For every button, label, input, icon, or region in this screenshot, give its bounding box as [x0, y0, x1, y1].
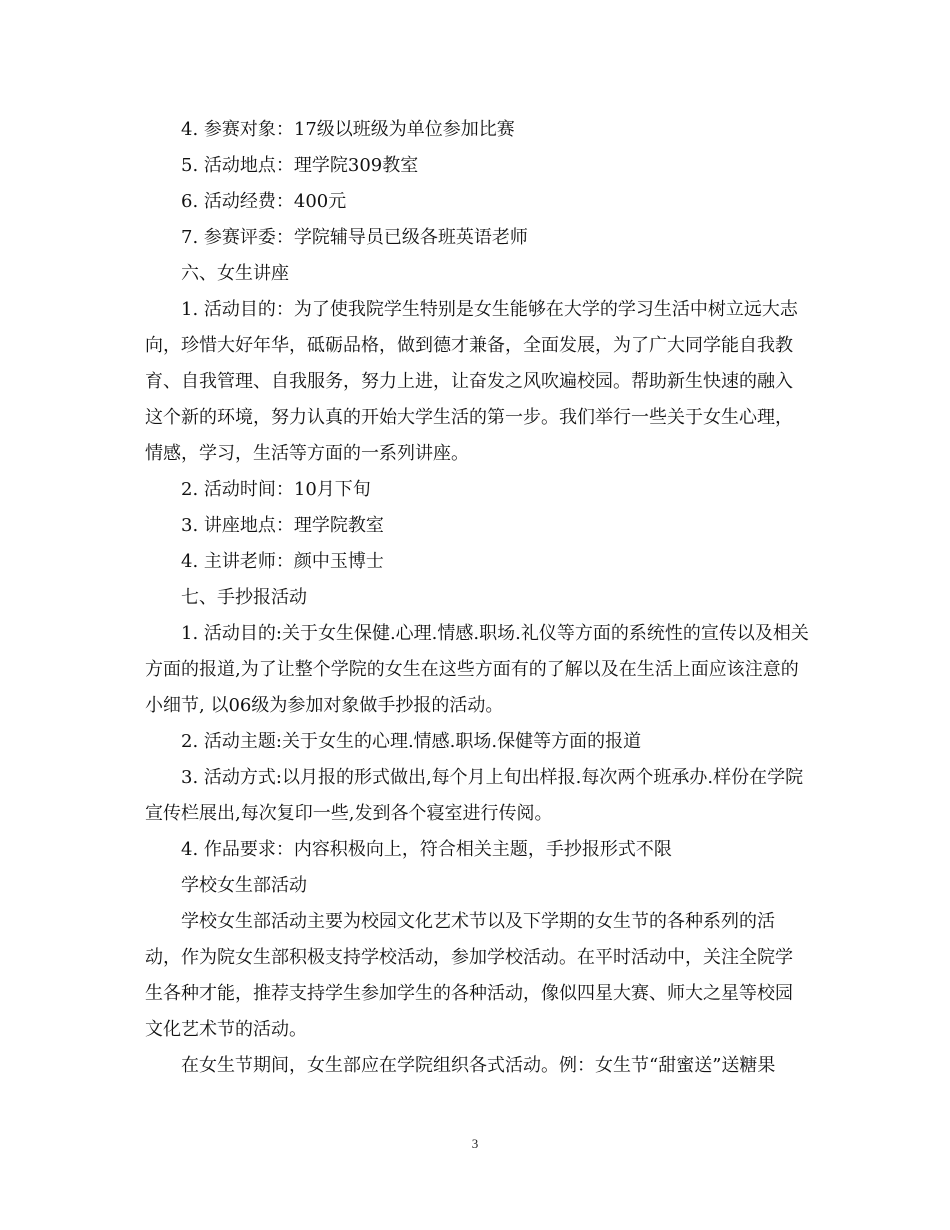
paragraph: 7. 参赛评委：学院辅导员已级各班英语老师: [181, 227, 528, 248]
page-number: 3: [471, 1136, 479, 1151]
paragraph: 4. 主讲老师：颜中玉博士: [181, 551, 384, 572]
paragraph: 2. 活动主题:关于女生的心理.情感.职场.保健等方面的报道: [181, 731, 642, 752]
paragraph: 4. 作品要求：内容积极向上，符合相关主题，手抄报形式不限: [181, 839, 672, 860]
section-heading: 六、女生讲座: [181, 263, 289, 284]
paragraph: 6. 活动经费：400元: [181, 191, 347, 212]
paragraph: 5. 活动地点：理学院309教室: [181, 155, 419, 176]
section-heading: 七、手抄报活动: [181, 587, 307, 608]
paragraph: 2. 活动时间：10月下旬: [181, 479, 371, 500]
paragraph: 1. 活动目的:关于女生保健.心理.情感.职场.礼仪等方面的系统性的宣传以及相关方面的报道,为了让整个学院的女生在这些方面有的了解以及在生活上面应该注意的小细节, 以06级为参加对象做手抄报的活动。: [145, 623, 809, 716]
paragraph: 3. 讲座地点：理学院教室: [181, 515, 384, 536]
paragraph: 在女生节期间，女生部应在学院组织各式活动。例：女生节“甜蜜送”送糖果: [181, 1055, 776, 1076]
paragraph: 4. 参赛对象：17级以班级为单位参加比赛: [181, 119, 515, 140]
paragraph: 学校女生部活动主要为校园文化艺术节以及下学期的女生节的各种系列的活动，作为院女生部积极支持学校活动，参加学校活动。在平时活动中，关注全院学生各种才能，推荐支持学生参加学生的各种活动，像似四星大赛、师大之星等校园文化艺术节的活动。: [145, 911, 793, 1040]
section-heading: 学校女生部活动: [181, 875, 307, 896]
paragraph: 3. 活动方式:以月报的形式做出,每个月上旬出样报.每次两个班承办.样份在学院宣传栏展出,每次复印一些,发到各个寝室进行传阅。: [145, 767, 804, 824]
paragraph: 1. 活动目的：为了使我院学生特别是女生能够在大学的学习生活中树立远大志向，珍惜大好年华，砥砺品格，做到德才兼备，全面发展，为了广大同学能自我教育、自我管理、自我服务，努力上进，让奋发之风吹遍校园。帮助新生快速的融入这个新的环境，努力认真的开始大学生活的第一步。我们举行一些关于女生心理，情感，学习，生活等方面的一系列讲座。: [145, 299, 798, 464]
document-body: [145, 112, 810, 1084]
